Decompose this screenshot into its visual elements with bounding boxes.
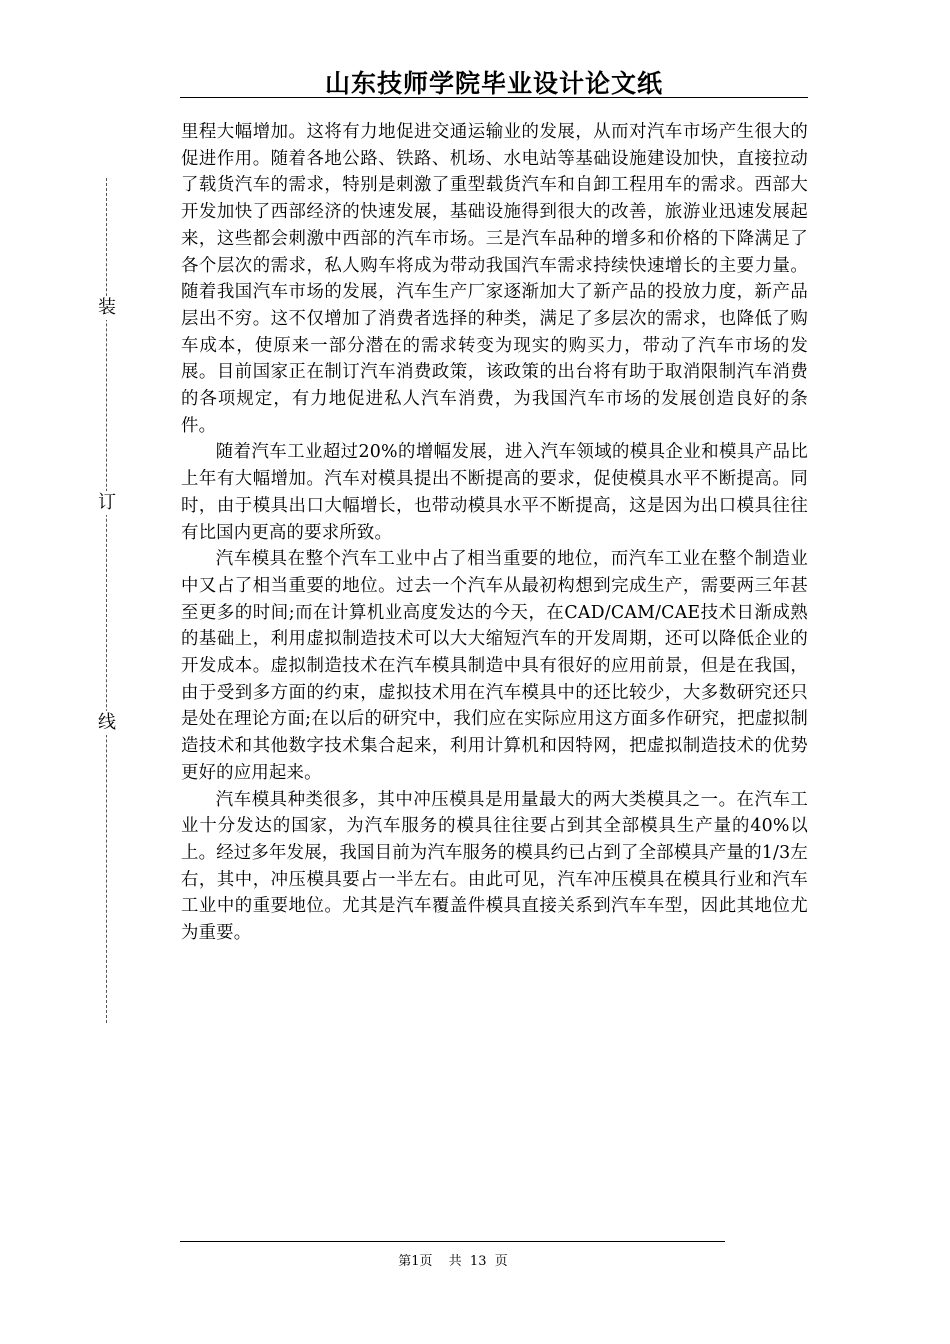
header-rule [180,97,808,98]
paragraph-1: 里程大幅增加。这将有力地促进交通运输业的发展，从而对汽车市场产生很大的促进作用。随着各地公路、铁路、机场、水电站等基础设施建设加快，直接拉动了载货汽车的需求，特别是刺激了重型载货汽车和自卸工程用车的需求。西部大开发加快了西部经济的快速发展，基础设施得到很大的改善，旅游业迅速发展起来，这些都会刺激中西部的汽车市场。三是汽车品种的增多和价格的下降满足了各个层次的需求，私人购车将成为带动我国汽车需求持续快速增长的主要力量。随着我国汽车市场的发展，汽车生产厂家逐渐加大了新产品的投放力度，新产品层出不穷。这不仅增加了消费者选择的种类，满足了多层次的需求，也降低了购车成本，使原来一部分潜在的需求转变为现实的购买力，带动了汽车市场的发展。目前国家正在制订汽车消费政策，该政策的出台将有助于取消限制汽车消费的各项规定，有力地促进私人汽车消费，为我国汽车市场的发展创造良好的条件。 [181,122,808,436]
binding-char-zhuang: 装 [98,297,116,318]
paragraph-3: 汽车模具在整个汽车工业中占了相当重要的地位，而汽车工业在整个制造业中又占了相当重要的地位。过去一个汽车从最初构想到完成生产，需要两三年甚至更多的时间;而在计算机业高度发达的今天，在CAD/CAM/CAE技术日渐成熟的基础上，利用虚拟制造技术可以大大缩短汽车的开发周期，还可以降低企业的开发成本。虚拟制造技术在汽车模具制造中具有很好的应用前景，但是在我国，由于受到多方面的约束，虚拟技术用在汽车模具中的还比较少，大多数研究还只是处在理论方面;在以后的研究中，我们应在实际应用这方面多作研究，把虚拟制造技术和其他数字技术集合起来，利用计算机和因特网，把虚拟制造技术的优势更好的应用起来。 [181,549,808,783]
binding-char-ding: 订 [98,492,116,513]
binding-char-xian: 线 [98,712,116,733]
page-total: 共 13 页 [448,1254,508,1269]
page-footer [180,1250,808,1269]
body-text [181,119,808,947]
paragraph-4: 汽车模具种类很多，其中冲压模具是用量最大的两大类模具之一。在汽车工业十分发达的国家，为汽车服务的模具往往要占到其全部模具生产量的40%以上。经过多年发展，我国目前为汽车服务的模具约已占到了全部模具产量的1/3左右，其中，冲压模具要占一半左右。由此可见，汽车冲压模具在模具行业和汽车工业中的重要地位。尤其是汽车覆盖件模具直接关系到汽车车型，因此其地位尤为重要。 [181,789,808,944]
page-header-title: 山东技师学院毕业设计论文纸 [324,69,663,98]
footer-rule [180,1241,725,1242]
page-number: 第1页 [398,1254,433,1269]
paragraph-2: 随着汽车工业超过20%的增幅发展，进入汽车领域的模具企业和模具产品比上年有大幅增加。汽车对模具提出不断提高的要求，促使模具水平不断提高。同时，由于模具出口大幅增长，也带动模具水平不断提高，这是因为出口模具往往有比国内更高的要求所致。 [181,442,808,543]
